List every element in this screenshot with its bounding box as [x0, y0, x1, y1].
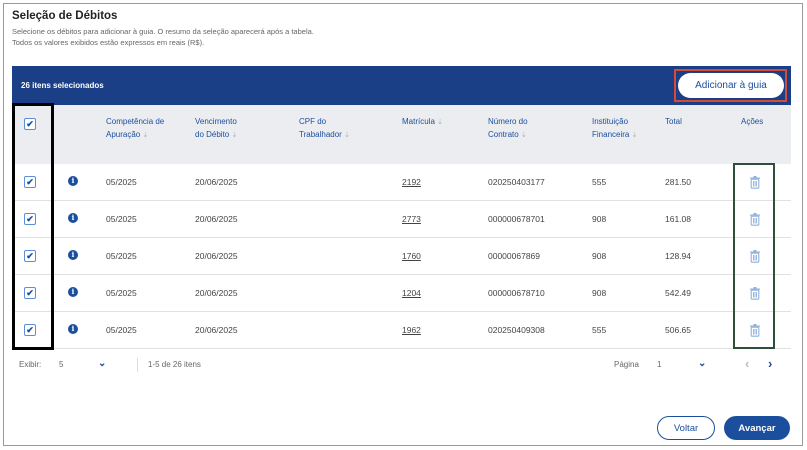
row-checkbox[interactable]: ✔ [24, 324, 36, 336]
cell-total: 161.08 [665, 214, 691, 224]
cell-instituicao: 908 [592, 214, 607, 224]
cell-contrato: 020250409308 [488, 325, 545, 335]
cell-matricula[interactable]: 2192 [402, 177, 421, 187]
cell-matricula[interactable]: 2773 [402, 214, 421, 224]
column-acoes: Ações [741, 117, 764, 126]
select-all-checkbox[interactable]: ✔ [24, 118, 36, 130]
sort-icon: ⇣ [520, 131, 527, 139]
table-row [12, 201, 791, 238]
column-vencimento[interactable]: Vencimento do Débito ⇣ [195, 117, 238, 139]
cell-contrato: 000000678710 [488, 288, 545, 298]
page-description: Selecione os débitos para adicionar à guia. O resumo da seleção aparecerá após a tabela. [12, 27, 314, 36]
page-description-currency: Todos os valores exibidos estão expressos em reais (R$). [12, 38, 205, 47]
cell-vencimento: 20/06/2025 [195, 325, 238, 335]
cell-vencimento: 20/06/2025 [195, 251, 238, 261]
cell-matricula[interactable]: 1204 [402, 288, 421, 298]
previous-page-icon[interactable]: ‹ [745, 356, 750, 371]
page-size-chevron-down-icon[interactable]: ⌄ [98, 358, 107, 369]
info-icon[interactable]: i [68, 213, 78, 223]
cell-contrato: 00000067869 [488, 251, 541, 261]
cell-competencia: 05/2025 [106, 288, 137, 298]
sort-icon: ⇣ [631, 131, 638, 139]
info-icon[interactable]: i [68, 324, 78, 334]
table-row [12, 238, 791, 275]
cell-vencimento: 20/06/2025 [195, 288, 238, 298]
cell-vencimento: 20/06/2025 [195, 214, 238, 224]
back-button[interactable]: Voltar [657, 416, 715, 440]
cell-competencia: 05/2025 [106, 177, 137, 187]
actions-column-highlight [733, 163, 775, 349]
row-checkbox[interactable]: ✔ [24, 287, 36, 299]
page-size-label: Exibir: [19, 360, 42, 369]
next-button[interactable]: Avançar [724, 416, 790, 440]
sort-icon: ⇣ [142, 131, 149, 139]
info-icon[interactable]: i [68, 176, 78, 186]
pagination-divider [137, 358, 138, 372]
info-icon[interactable]: i [68, 287, 78, 297]
cell-contrato: 000000678701 [488, 214, 545, 224]
row-checkbox[interactable]: ✔ [24, 250, 36, 262]
table-toolbar [12, 66, 791, 105]
page-title: Seleção de Débitos [12, 10, 118, 22]
cell-instituicao: 555 [592, 325, 607, 335]
page-chevron-down-icon[interactable]: ⌄ [698, 358, 707, 369]
cell-total: 506.65 [665, 325, 691, 335]
table-row [12, 275, 791, 312]
cell-competencia: 05/2025 [106, 251, 137, 261]
pagination-bar [12, 356, 791, 376]
sort-icon: ⇣ [344, 131, 350, 139]
cell-competencia: 05/2025 [106, 325, 137, 335]
cell-matricula[interactable]: 1760 [402, 251, 421, 261]
table-header [12, 105, 791, 164]
row-checkbox[interactable]: ✔ [24, 176, 36, 188]
sort-icon: ⇣ [231, 131, 238, 139]
selected-count: 26 itens selecionados [21, 81, 104, 90]
items-range: 1-5 de 26 itens [148, 360, 201, 369]
cell-contrato: 020250403177 [488, 177, 545, 187]
debts-table [12, 66, 791, 349]
cell-total: 542.49 [665, 288, 691, 298]
cell-instituicao: 555 [592, 177, 607, 187]
row-checkbox[interactable]: ✔ [24, 213, 36, 225]
column-competencia[interactable]: Competência de Apuração ⇣ [106, 117, 165, 139]
table-row [12, 312, 791, 349]
current-page-value[interactable]: 1 [657, 360, 662, 369]
cell-vencimento: 20/06/2025 [195, 177, 238, 187]
column-matricula[interactable]: Matrícula ⇣ [402, 117, 444, 126]
cell-instituicao: 908 [592, 288, 607, 298]
add-to-guia-button[interactable]: Adicionar à guia [678, 73, 784, 98]
info-icon[interactable]: i [68, 250, 78, 260]
cell-matricula[interactable]: 1962 [402, 325, 421, 335]
column-total: Total [665, 117, 682, 126]
page-size-value[interactable]: 5 [59, 360, 64, 369]
table-row [12, 164, 791, 201]
page-label: Página [614, 360, 639, 369]
column-contrato[interactable]: Número do Contrato ⇣ [488, 117, 528, 139]
next-page-icon[interactable]: › [768, 356, 773, 371]
column-instituicao[interactable]: Instituição Financeira ⇣ [592, 117, 638, 139]
cell-total: 281.50 [665, 177, 691, 187]
cell-instituicao: 908 [592, 251, 607, 261]
cell-competencia: 05/2025 [106, 214, 137, 224]
column-cpf[interactable]: CPF do Trabalhador ⇣ [299, 117, 350, 139]
selection-column-highlight [12, 103, 54, 350]
cell-total: 128.94 [665, 251, 691, 261]
sort-icon: ⇣ [437, 119, 444, 126]
